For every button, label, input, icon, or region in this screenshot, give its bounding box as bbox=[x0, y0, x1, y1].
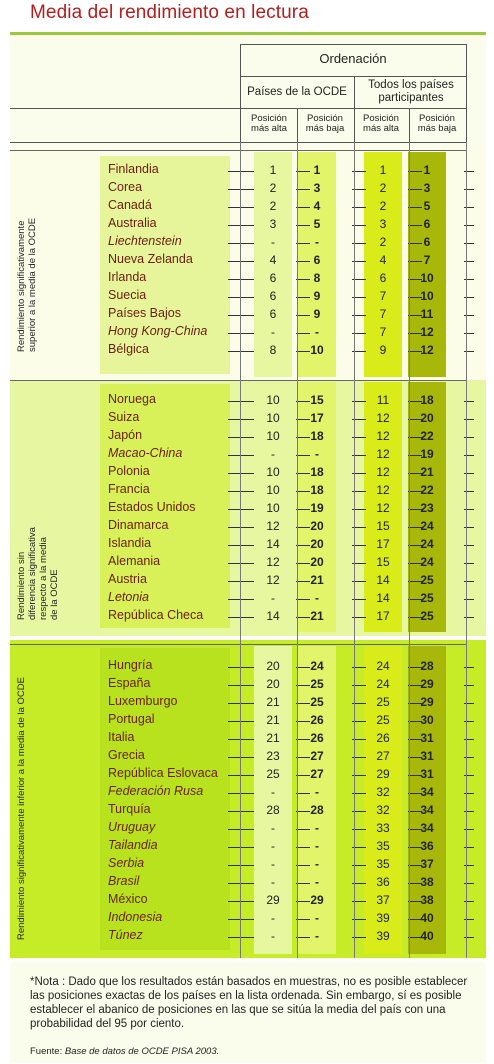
band-separator bbox=[10, 958, 486, 962]
rank-value: 12 bbox=[376, 465, 390, 479]
rank-value: 24 bbox=[376, 659, 390, 673]
rank-value: 29 bbox=[310, 893, 324, 907]
rank-value: - bbox=[271, 839, 275, 853]
rank-value: - bbox=[271, 235, 275, 249]
column-rule bbox=[240, 142, 241, 958]
country-name: Federación Rusa bbox=[108, 784, 204, 798]
row-tick bbox=[240, 667, 254, 668]
row-tick bbox=[240, 581, 254, 582]
rank-value: 6 bbox=[423, 217, 431, 231]
rank-value: 12 bbox=[266, 555, 280, 569]
country-name: España bbox=[108, 676, 151, 690]
header-vline-4 bbox=[409, 108, 410, 142]
country-name: Países Bajos bbox=[108, 306, 181, 320]
row-tick bbox=[240, 455, 254, 456]
column-rule bbox=[297, 142, 298, 958]
group-divider bbox=[10, 644, 466, 645]
rank-value: 7 bbox=[423, 253, 431, 267]
rank-value: 20 bbox=[266, 659, 280, 673]
rank-value: 18 bbox=[420, 393, 434, 407]
rank-value: 10 bbox=[266, 483, 280, 497]
rank-value: 14 bbox=[266, 537, 280, 551]
row-tick bbox=[240, 315, 254, 316]
rank-value: - bbox=[315, 875, 319, 889]
rank-value: 1 bbox=[423, 163, 431, 177]
row-tick bbox=[240, 793, 254, 794]
header-all-low: Posición más baja bbox=[417, 113, 457, 134]
rank-value: 14 bbox=[266, 609, 280, 623]
rank-value: - bbox=[271, 821, 275, 835]
country-name: México bbox=[108, 892, 148, 906]
header-group-all: Todos los países participantes bbox=[368, 79, 454, 104]
header-oecd-high: Posición más alta bbox=[251, 113, 287, 134]
rank-value: 4 bbox=[313, 199, 321, 213]
row-tick bbox=[240, 333, 254, 334]
group-label-inferior: Rendimiento significativamente inferior a la media de la OCDE bbox=[16, 677, 27, 940]
rank-value: 25 bbox=[266, 767, 280, 781]
rank-value: 10 bbox=[420, 271, 434, 285]
row-tick bbox=[240, 171, 254, 172]
row-tick bbox=[240, 419, 254, 420]
country-name: Alemania bbox=[108, 554, 161, 568]
row-tick bbox=[240, 829, 254, 830]
rank-value: 2 bbox=[269, 199, 277, 213]
rank-value: 7 bbox=[379, 289, 387, 303]
rank-value: 39 bbox=[376, 929, 390, 943]
rank-value: 5 bbox=[423, 199, 431, 213]
rank-value: 35 bbox=[376, 857, 390, 871]
rank-value: 25 bbox=[310, 695, 324, 709]
header-line-2 bbox=[240, 76, 466, 77]
rank-value: - bbox=[315, 839, 319, 853]
rank-value: 10 bbox=[266, 411, 280, 425]
rank-value: 10 bbox=[310, 343, 324, 357]
rank-value: - bbox=[271, 591, 275, 605]
country-name: República Eslovaca bbox=[108, 766, 218, 780]
rank-value: 6 bbox=[269, 271, 277, 285]
rank-value: 15 bbox=[310, 393, 324, 407]
rank-value: 1 bbox=[313, 163, 321, 177]
rank-value: 10 bbox=[266, 393, 280, 407]
page-title: Media del rendimiento en lectura bbox=[30, 2, 309, 23]
rank-value: 11 bbox=[376, 393, 390, 407]
rank-value: 34 bbox=[420, 803, 434, 817]
row-tick bbox=[240, 401, 254, 402]
rank-value: 36 bbox=[420, 839, 434, 853]
rank-value: 24 bbox=[376, 677, 390, 691]
rank-value: - bbox=[271, 785, 275, 799]
row-tick bbox=[240, 721, 254, 722]
header-all-high: Posición más alta bbox=[363, 113, 399, 134]
row-tick bbox=[240, 865, 254, 866]
rank-value: - bbox=[271, 929, 275, 943]
row-tick bbox=[240, 847, 254, 848]
rank-value: 6 bbox=[313, 253, 321, 267]
rank-value: 10 bbox=[266, 501, 280, 515]
rank-value: 22 bbox=[420, 429, 434, 443]
rank-value: - bbox=[271, 325, 275, 339]
row-tick bbox=[240, 509, 254, 510]
country-name: República Checa bbox=[108, 608, 204, 622]
rank-value: 17 bbox=[376, 537, 390, 551]
country-name: Luxemburgo bbox=[108, 694, 178, 708]
rank-value: 11 bbox=[420, 307, 434, 321]
row-tick bbox=[240, 207, 254, 208]
rank-value: 15 bbox=[376, 519, 390, 533]
rank-value: 1 bbox=[269, 163, 277, 177]
country-name: Indonesia bbox=[108, 910, 163, 924]
band-separator bbox=[10, 636, 486, 640]
header-ordenacion: Ordenación bbox=[319, 51, 387, 66]
country-name: Bélgica bbox=[108, 342, 149, 356]
country-name: Japón bbox=[108, 428, 143, 442]
row-tick bbox=[240, 545, 254, 546]
rank-value: - bbox=[315, 785, 319, 799]
rank-value: 31 bbox=[420, 749, 434, 763]
row-tick bbox=[240, 775, 254, 776]
rank-value: 25 bbox=[376, 713, 390, 727]
country-name: Macao-China bbox=[108, 446, 183, 460]
rank-value: 36 bbox=[376, 875, 390, 889]
rank-value: 9 bbox=[379, 343, 387, 357]
country-name: Nueva Zelanda bbox=[108, 252, 193, 266]
rank-value: 29 bbox=[420, 677, 434, 691]
rank-value: 26 bbox=[310, 713, 324, 727]
rank-value: 20 bbox=[310, 555, 324, 569]
row-tick bbox=[240, 225, 254, 226]
row-tick bbox=[240, 189, 254, 190]
country-name: Suiza bbox=[108, 410, 140, 424]
rank-value: 4 bbox=[269, 253, 277, 267]
rank-value: 24 bbox=[420, 555, 434, 569]
rank-value: 2 bbox=[379, 235, 387, 249]
rank-value: - bbox=[271, 911, 275, 925]
row-tick bbox=[240, 297, 254, 298]
rank-value: 21 bbox=[310, 609, 324, 623]
rank-value: - bbox=[315, 821, 319, 835]
column-highlight bbox=[364, 646, 402, 954]
country-name: Letonia bbox=[108, 590, 150, 604]
row-tick bbox=[240, 563, 254, 564]
row-tick bbox=[240, 757, 254, 758]
rank-value: 35 bbox=[376, 839, 390, 853]
rank-value: 12 bbox=[376, 411, 390, 425]
country-name: Francia bbox=[108, 482, 150, 496]
rank-value: 19 bbox=[420, 447, 434, 461]
rank-value: 12 bbox=[376, 483, 390, 497]
rank-value: 21 bbox=[420, 465, 434, 479]
rank-value: 3 bbox=[269, 217, 277, 231]
rank-value: 15 bbox=[376, 555, 390, 569]
rank-value: - bbox=[315, 857, 319, 871]
rank-value: 8 bbox=[269, 343, 277, 357]
rank-value: - bbox=[315, 325, 319, 339]
rank-value: 5 bbox=[313, 217, 321, 231]
row-tick bbox=[240, 243, 254, 244]
rank-value: - bbox=[315, 235, 319, 249]
rank-value: - bbox=[315, 911, 319, 925]
rank-value: 10 bbox=[266, 465, 280, 479]
rank-value: 8 bbox=[313, 271, 321, 285]
rank-value: 29 bbox=[266, 893, 280, 907]
country-name: Turquía bbox=[108, 802, 151, 816]
rank-value: 20 bbox=[310, 519, 324, 533]
rank-value: 28 bbox=[420, 659, 434, 673]
rank-value: 38 bbox=[420, 875, 434, 889]
rank-value: 23 bbox=[420, 501, 434, 515]
rank-value: 2 bbox=[379, 199, 387, 213]
rank-value: 12 bbox=[376, 501, 390, 515]
rank-value: 6 bbox=[269, 307, 277, 321]
group-label-sin-diferencia: Rendimiento sin diferencia significativa respecto a la media de la OCDE bbox=[16, 527, 60, 620]
rank-value: - bbox=[271, 447, 275, 461]
row-tick bbox=[240, 703, 254, 704]
rank-value: 21 bbox=[266, 695, 280, 709]
row-tick bbox=[240, 599, 254, 600]
rank-value: 25 bbox=[420, 573, 434, 587]
rank-value: 30 bbox=[420, 713, 434, 727]
rank-value: - bbox=[271, 857, 275, 871]
source-title: Base de datos de OCDE PISA 2003. bbox=[64, 1046, 220, 1057]
rank-value: - bbox=[271, 875, 275, 889]
country-name: Polonia bbox=[108, 464, 150, 478]
row-tick bbox=[240, 811, 254, 812]
country-name: Hungría bbox=[108, 658, 153, 672]
group-label-superior: Rendimiento significativamente superior a la media de la OCDE bbox=[16, 217, 38, 352]
rank-value: 31 bbox=[420, 767, 434, 781]
country-name: Noruega bbox=[108, 392, 156, 406]
rank-value: 29 bbox=[376, 767, 390, 781]
rank-value: 23 bbox=[266, 749, 280, 763]
header-top-line bbox=[240, 44, 466, 45]
rank-value: 3 bbox=[313, 181, 321, 195]
rank-value: 12 bbox=[420, 325, 434, 339]
rank-value: 39 bbox=[376, 911, 390, 925]
source-line bbox=[30, 1046, 219, 1057]
rank-value: 25 bbox=[420, 609, 434, 623]
rank-value: - bbox=[315, 591, 319, 605]
rank-value: 3 bbox=[423, 181, 431, 195]
rank-value: 2 bbox=[269, 181, 277, 195]
rank-value: 40 bbox=[420, 929, 434, 943]
rank-value: 20 bbox=[266, 677, 280, 691]
rank-value: 27 bbox=[376, 749, 390, 763]
country-name: Corea bbox=[108, 180, 143, 194]
rank-value: 38 bbox=[420, 893, 434, 907]
column-highlight bbox=[408, 646, 446, 954]
rank-value: 10 bbox=[420, 289, 434, 303]
rank-value: 9 bbox=[313, 307, 321, 321]
country-name: Estados Unidos bbox=[108, 500, 196, 514]
rank-value: 18 bbox=[310, 483, 324, 497]
column-rule bbox=[409, 142, 410, 958]
country-name: Grecia bbox=[108, 748, 145, 762]
rank-value: 19 bbox=[310, 501, 324, 515]
rank-value: 14 bbox=[376, 591, 390, 605]
rank-value: - bbox=[315, 447, 319, 461]
country-name: Irlanda bbox=[108, 270, 147, 284]
row-tick bbox=[240, 473, 254, 474]
country-name: Australia bbox=[108, 216, 157, 230]
rank-value: 20 bbox=[310, 537, 324, 551]
country-name: Serbia bbox=[108, 856, 145, 870]
rank-value: 34 bbox=[420, 785, 434, 799]
rank-value: 17 bbox=[310, 411, 324, 425]
row-tick bbox=[240, 279, 254, 280]
row-tick bbox=[240, 739, 254, 740]
rank-value: 9 bbox=[313, 289, 321, 303]
row-tick bbox=[240, 937, 254, 938]
rank-value: 24 bbox=[420, 537, 434, 551]
rank-value: 24 bbox=[420, 519, 434, 533]
rank-value: 32 bbox=[376, 785, 390, 799]
group-divider bbox=[10, 150, 466, 151]
header-line-3 bbox=[10, 108, 466, 109]
country-name: Túnez bbox=[108, 928, 143, 942]
group-divider bbox=[10, 380, 466, 381]
country-name: Islandia bbox=[108, 536, 152, 550]
header-line-4 bbox=[10, 142, 466, 143]
rank-value: 37 bbox=[376, 893, 390, 907]
row-tick bbox=[240, 919, 254, 920]
header-group-oecd: Países de la OCDE bbox=[247, 86, 347, 98]
country-name: Canadá bbox=[108, 198, 152, 212]
rank-value: 32 bbox=[376, 803, 390, 817]
rank-value: 25 bbox=[310, 677, 324, 691]
rank-value: 33 bbox=[376, 821, 390, 835]
rank-value: 6 bbox=[379, 271, 387, 285]
rank-value: 12 bbox=[266, 573, 280, 587]
country-name: Dinamarca bbox=[108, 518, 169, 532]
column-rule bbox=[466, 142, 467, 958]
rank-value: 28 bbox=[266, 803, 280, 817]
country-name: Italia bbox=[108, 730, 135, 744]
rank-value: 31 bbox=[420, 731, 434, 745]
row-tick bbox=[240, 261, 254, 262]
source-prefix: Fuente: bbox=[30, 1046, 65, 1057]
rank-value: 17 bbox=[376, 609, 390, 623]
row-tick bbox=[240, 351, 254, 352]
country-name: Finlandia bbox=[108, 162, 159, 176]
rank-value: 26 bbox=[376, 731, 390, 745]
row-tick bbox=[240, 437, 254, 438]
rank-value: 6 bbox=[269, 289, 277, 303]
rank-value: 4 bbox=[379, 253, 387, 267]
rank-value: 27 bbox=[310, 767, 324, 781]
rank-value: 6 bbox=[423, 235, 431, 249]
country-name: Hong Kong-China bbox=[108, 324, 208, 338]
row-tick bbox=[240, 491, 254, 492]
country-name: Uruguay bbox=[108, 820, 156, 834]
country-name: Portugal bbox=[108, 712, 155, 726]
rank-value: 25 bbox=[376, 695, 390, 709]
column-rule bbox=[354, 142, 355, 958]
rank-value: 24 bbox=[310, 659, 324, 673]
rank-value: 12 bbox=[376, 447, 390, 461]
header-vline-3 bbox=[354, 76, 355, 142]
rank-value: 25 bbox=[420, 591, 434, 605]
rank-value: 12 bbox=[266, 519, 280, 533]
rank-value: 18 bbox=[310, 465, 324, 479]
row-tick bbox=[240, 883, 254, 884]
rank-value: 14 bbox=[376, 573, 390, 587]
rank-value: 12 bbox=[376, 429, 390, 443]
header-oecd-low: Posición más baja bbox=[305, 113, 345, 134]
country-name: Suecia bbox=[108, 288, 147, 302]
rank-value: 10 bbox=[266, 429, 280, 443]
rank-value: 34 bbox=[420, 821, 434, 835]
rank-value: 20 bbox=[420, 411, 434, 425]
rank-value: 28 bbox=[310, 803, 324, 817]
header-vline-5 bbox=[466, 44, 467, 142]
rank-value: 40 bbox=[420, 911, 434, 925]
rank-value: 21 bbox=[266, 713, 280, 727]
rank-value: 26 bbox=[310, 731, 324, 745]
rank-value: 27 bbox=[310, 749, 324, 763]
country-name: Austria bbox=[108, 572, 147, 586]
rank-value: 12 bbox=[420, 343, 434, 357]
footnote: *Nota : Dado que los resultados están basados en muestras, no es posible establecer las posiciones exactas de los países en la lista ordenada. Sin embargo, sí es posible establecer el abanico de posiciones en las que se sitúa la media del país con una probabilidad del 95 por ciento. bbox=[30, 976, 468, 1030]
rank-value: 1 bbox=[379, 163, 387, 177]
rank-value: 2 bbox=[379, 181, 387, 195]
rank-value: 7 bbox=[379, 325, 387, 339]
country-name: Liechtenstein bbox=[108, 234, 182, 248]
rank-value: 21 bbox=[266, 731, 280, 745]
rank-value: 29 bbox=[420, 695, 434, 709]
header-vline-2 bbox=[297, 108, 298, 142]
row-tick bbox=[240, 617, 254, 618]
column-highlight bbox=[298, 646, 336, 954]
rank-value: 22 bbox=[420, 483, 434, 497]
row-tick bbox=[240, 527, 254, 528]
column-highlight bbox=[254, 646, 292, 954]
rank-value: 3 bbox=[379, 217, 387, 231]
rank-value: 21 bbox=[310, 573, 324, 587]
row-tick bbox=[240, 901, 254, 902]
rank-value: 7 bbox=[379, 307, 387, 321]
rank-value: - bbox=[315, 929, 319, 943]
row-tick bbox=[240, 685, 254, 686]
rank-value: 18 bbox=[310, 429, 324, 443]
country-name: Tailandia bbox=[108, 838, 158, 852]
country-name: Brasil bbox=[108, 874, 140, 888]
rank-value: 37 bbox=[420, 857, 434, 871]
